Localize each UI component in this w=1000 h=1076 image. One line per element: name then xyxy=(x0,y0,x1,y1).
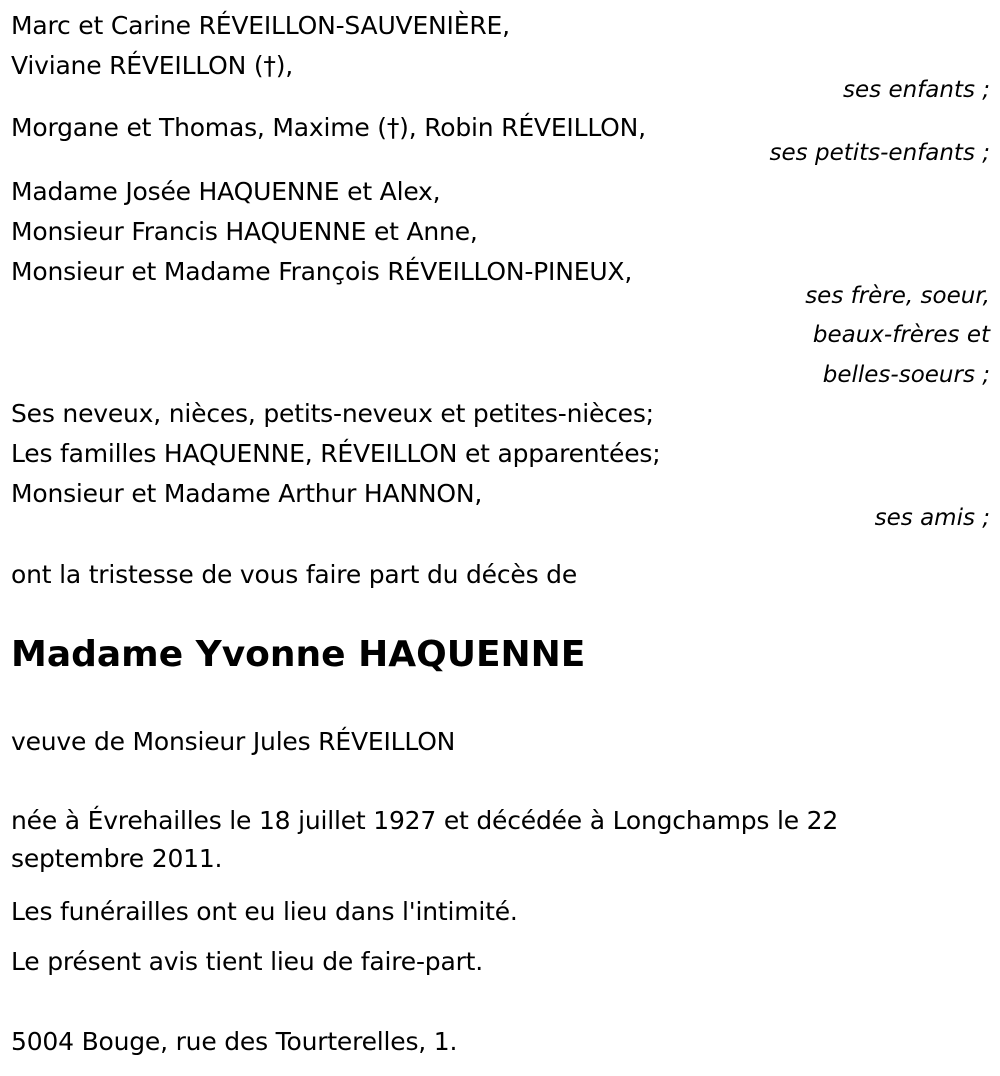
children-line-2: Viviane RÉVEILLON (†), xyxy=(11,51,294,80)
deceased-name: Madame Yvonne HAQUENNE xyxy=(11,634,586,675)
siblings-line-2: Monsieur Francis HAQUENNE et Anne, xyxy=(11,217,478,246)
others-line-2: Les familles HAQUENNE, RÉVEILLON et apparentées; xyxy=(11,439,661,468)
friends-role: ses amis ; xyxy=(874,505,990,531)
children-role: ses enfants ; xyxy=(843,77,990,103)
widow-of: veuve de Monsieur Jules RÉVEILLON xyxy=(11,727,456,756)
siblings-role-2: beaux-frères et xyxy=(812,322,990,348)
others-line-1: Ses neveux, nièces, petits-neveux et petites-nièces; xyxy=(11,399,654,428)
birth-death: née à Évrehailles le 18 juillet 1927 et décédée à Longchamps le 22 septembre 2011. xyxy=(11,806,839,873)
intro-text: ont la tristesse de vous faire part du décès de xyxy=(11,560,578,589)
siblings-role-3: belles-soeurs ; xyxy=(822,362,990,388)
address: 5004 Bouge, rue des Tourterelles, 1. xyxy=(11,1027,458,1056)
grandchildren-line: Morgane et Thomas, Maxime (†), Robin RÉVEILLON, xyxy=(11,113,646,142)
grandchildren-role: ses petits-enfants ; xyxy=(769,140,990,166)
siblings-line-1: Madame Josée HAQUENNE et Alex, xyxy=(11,177,441,206)
funeral-info: Les funérailles ont eu lieu dans l'intimité. xyxy=(11,897,518,926)
others-line-3: Monsieur et Madame Arthur HANNON, xyxy=(11,479,483,508)
siblings-role-1: ses frère, soeur, xyxy=(805,283,990,309)
siblings-line-3: Monsieur et Madame François RÉVEILLON-PINEUX, xyxy=(11,257,633,286)
children-line-1: Marc et Carine RÉVEILLON-SAUVENIÈRE, xyxy=(11,11,510,40)
notice-info: Le présent avis tient lieu de faire-part. xyxy=(11,947,484,976)
